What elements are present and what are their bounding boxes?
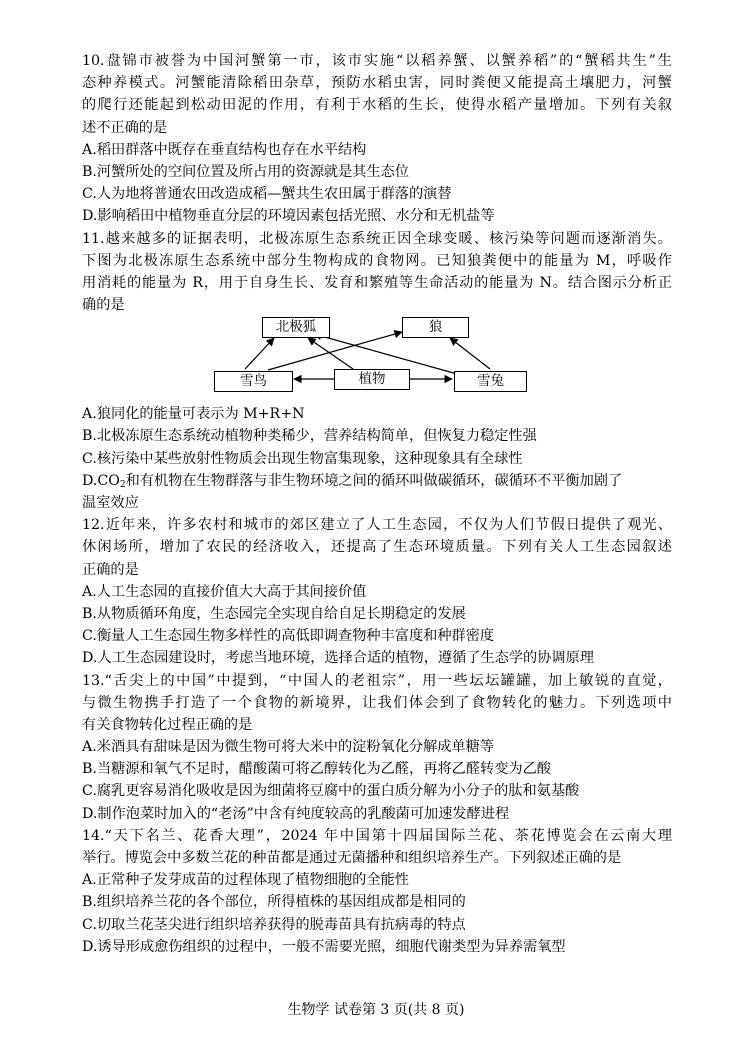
q11-option-a: A.狼同化的能量可表示为 M+R+N <box>82 406 305 423</box>
q10-stem-line: 的爬行还能起到松动田泥的作用，有利于水稻的生长，使得水稻产量增加。下列有关叙 <box>82 97 672 114</box>
question-11 <box>82 228 672 515</box>
page-footer: 生物学 试卷第 3 页(共 8 页) <box>287 1002 465 1018</box>
q10-stem-line: 10.盘锦市被誉为中国河蟹第一市，该市实施“以稻养蟹、以蟹养稻”的“蟹稻共生”生 <box>82 53 672 69</box>
q11-option-d-prefix: D.CO <box>82 472 120 489</box>
q14-option-a: A.正常种子发芽成苗的过程体现了植物细胞的全能性 <box>82 872 409 889</box>
q12-option-a: A.人工生态园的直接价值大大高于其间接价值 <box>82 583 367 600</box>
q11-stem-line: 用消耗的能量为 R，用于自身生长、发育和繁殖等生命活动的能量为 N。结合图示分析正 <box>82 274 672 291</box>
q13-stem-line: 有关食物转化过程正确的是 <box>82 716 253 733</box>
exam-page-content <box>82 50 672 958</box>
food-web-diagram <box>82 316 672 403</box>
q13-stem-line: 与微生物携手打造了一个食物的新境界，让我们体会到了食物转化的魅力。下列选项中 <box>82 694 672 711</box>
node-snow-hare: 雪兔 <box>454 371 527 392</box>
q10-option-c: C.人为地将普通农田改造成稻—蟹共生农田属于群落的演替 <box>82 186 452 203</box>
q12-option-b: B.从物质循环角度，生态园完全实现自给自足长期稳定的发展 <box>82 605 466 622</box>
q11-option-d-subscript: 2 <box>119 479 126 490</box>
q12-option-d: D.人工生态园建设时，考虑当地环境，选择合适的植物，遵循了生态学的协调原理 <box>82 650 594 667</box>
q10-option-a: A.稻田群落中既存在垂直结构也存在水平结构 <box>82 141 367 158</box>
node-wolf: 狼 <box>402 317 469 338</box>
q14-stem-line: 14.“天下名兰、花香大理”，2024 年中国第十四届国际兰花、茶花博览会在云南大理 <box>82 827 672 844</box>
q12-stem-line: 休闲场所，增加了农民的经济收入，还提高了生态环境质量。下列有关人工生态园叙述 <box>82 539 672 556</box>
q12-stem-line: 正确的是 <box>82 561 139 578</box>
node-plant: 植物 <box>334 369 410 390</box>
question-12 <box>82 514 672 669</box>
q12-stem-line: 12.近年来，许多农村和城市的郊区建立了人工生态园，不仅为人们节假日提供了观光、 <box>82 517 672 534</box>
q14-option-d: D.诱导形成愈伤组织的过程中，一般不需要光照，细胞代谢类型为异养需氧型 <box>82 938 566 955</box>
q11-option-c: C.核污染中某些放射性物质会出现生物富集现象，这种现象具有全球性 <box>82 450 523 467</box>
q10-stem-line: 态种养模式。河蟹能清除稻田杂草，预防水稻虫害，同时粪便又能提高土壤肥力，河蟹 <box>82 75 672 92</box>
question-10 <box>82 50 672 228</box>
arrow-snow-hare-to-wolf <box>450 338 490 369</box>
arrow-snow-hare-to-arctic-fox <box>314 334 457 374</box>
q10-stem-line: 述不正确的是 <box>82 119 168 136</box>
q14-option-b: B.组织培养兰花的各个部位，所得植株的基因组成都是相同的 <box>82 894 466 911</box>
arrow-snowy-owl-to-arctic-fox <box>245 338 274 369</box>
q13-stem-line: 13.“舌尖上的中国”中提到，“中国人的老祖宗”，用一些坛坛罐罐，加上敏锐的直觉， <box>82 672 672 689</box>
question-13 <box>82 670 672 825</box>
q13-option-a: A.米酒具有甜味是因为微生物可将大米中的淀粉氧化分解成单糖等 <box>82 739 495 756</box>
node-arctic-fox: 北极狐 <box>262 317 330 338</box>
q13-option-d: D.制作泡菜时加入的“老汤”中含有纯度较高的乳酸菌可加速发酵进程 <box>82 805 510 822</box>
q11-stem-line: 确的是 <box>82 297 125 314</box>
q11-option-b: B.北极冻原生态系统动植物种类稀少，营养结构简单，但恢复力稳定性强 <box>82 428 537 445</box>
q11-stem-line: 11.越来越多的证据表明，北极冻原生态系统正因全球变暖、核污染等问题而逐渐消失。 <box>82 230 672 247</box>
node-snowy-owl: 雪鸟 <box>214 371 293 392</box>
q10-option-b: B.河蟹所处的空间位置及所占用的资源就是其生态位 <box>82 163 410 180</box>
q13-option-c: C.腐乳更容易消化吸收是因为细菌将豆腐中的蛋白质分解为小分子的肽和氨基酸 <box>82 783 580 800</box>
q11-option-d-text: 和有机物在生物群落与非生物环境之间的循环叫做碳循环，碳循环不平衡加剧了 <box>125 472 623 489</box>
q11-option-d-continued: 温室效应 <box>82 495 139 511</box>
q11-option-d <box>82 470 672 492</box>
q14-stem-line: 举行。博览会中多数兰花的种苗都是通过无菌播种和组织培养生产。下列叙述正确的是 <box>82 850 622 866</box>
q13-option-b: B.当糖源和氧气不足时，醋酸菌可将乙醇转化为乙醛，再将乙醛转变为乙酸 <box>82 761 551 778</box>
q14-option-c: C.切取兰花茎尖进行组织培养获得的脱毒苗具有抗病毒的特点 <box>82 916 466 933</box>
question-14 <box>82 825 672 958</box>
q11-stem-line: 下图为北极冻原生态系统中部分生物构成的食物网。已知狼粪便中的能量为 M，呼吸作 <box>82 252 672 269</box>
q12-option-c: C.衡量人工生态园生物多样性的高低即调查物种丰富度和种群密度 <box>82 628 495 645</box>
q10-option-d: D.影响稻田中植物垂直分层的环境因素包括光照、水分和无机盐等 <box>82 208 495 225</box>
